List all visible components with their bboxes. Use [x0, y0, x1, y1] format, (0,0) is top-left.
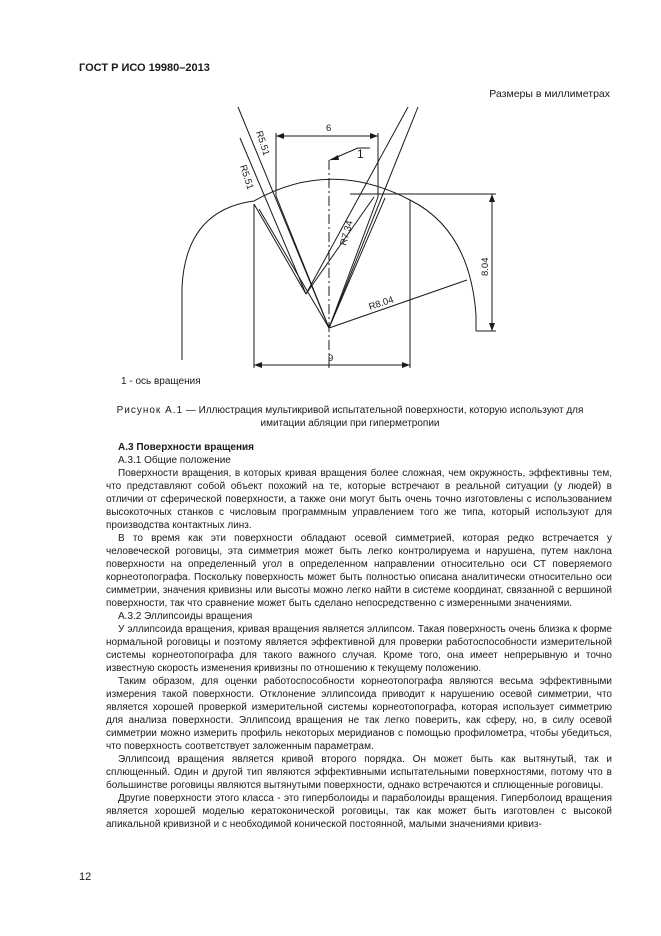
- label-dim6: 6: [326, 123, 332, 134]
- body-text: [106, 441, 612, 831]
- radius-line-10: [306, 107, 408, 294]
- radius-line-3: [276, 196, 329, 328]
- label-dim804: 8.04: [480, 257, 491, 276]
- radius-line-6: [329, 107, 418, 328]
- radius-line-r804: [329, 280, 467, 328]
- paragraph-6: Другие поверхности этого класса - это гиперболоиды и параболоиды вращения. Гиперболоид вращения является хорошей моделью кератоконической роговицы, так как может быть изготовлен с высокой апикальной кривизной и с необходимой конической постоянной, малыми значениями кривиз-: [106, 793, 612, 830]
- subsection-title-1: А.3.1 Общие положение: [118, 455, 231, 466]
- subsection-title-2: А.3.2 Эллипсоиды вращения: [118, 611, 253, 622]
- label-callout-1: 1: [357, 147, 364, 161]
- paragraph-2: В то время как эти поверхности обладают осевой симметрией, которая редко встречается у человеческой роговицы, эта симметрия может быть легко контролируема и нарушена, путем наклона поверхности на определенный угол в определенном направлении относительно оси СТ поверяемого корнеотопографа. Поскольку поверхность может быть полностью описана аналитически относительно оси симметрии, значения кривизны или высоты можно легко найти в системе координат, связанной с вершиной поверхности, так что сравнение может быть сделано непосредственно с измеренными значениями.: [106, 533, 612, 609]
- radius-line-7: [240, 138, 306, 294]
- dim6-arrow-right: [370, 133, 378, 139]
- standard-header: ГОСТ Р ИСО 19980–2013: [79, 62, 210, 74]
- callout-arrow: [330, 155, 339, 160]
- dim804-arrow-top: [489, 194, 495, 202]
- label-dim9: 9: [328, 353, 334, 364]
- label-r734: R7.34: [338, 219, 356, 247]
- figure-legend: 1 - ось вращения: [121, 376, 201, 387]
- dim9-arrow-left: [254, 362, 262, 368]
- label-r551-a: R5.51: [253, 129, 272, 158]
- units-note: Размеры в миллиметрах: [489, 88, 610, 100]
- dim804-arrow-bottom: [489, 323, 495, 331]
- dim9-arrow-right: [402, 362, 410, 368]
- caption-line-1: — Иллюстрация мультикривой испытательной поверхности, которую используют для: [183, 405, 584, 416]
- paragraph-1: Поверхности вращения, в которых кривая вращения более сложная, чем окружность, эффективны тем, что представляют собой объект похожий на те, которые встречают в реальной ситуации (у людей) в отличии от сферической поверхности, а также они могут быть очень точно изготовлены с использованием высокоточных станков с числовым программным управлением того же типа, который используют для производства контактных линз.: [106, 468, 612, 531]
- radius-line-8: [254, 204, 306, 294]
- caption-line-2: имитации абляции при гиперметропии: [260, 418, 440, 429]
- caption-lead: Рисунок А.1: [116, 405, 184, 416]
- radius-line-2: [259, 209, 329, 328]
- page-number: 12: [79, 871, 92, 883]
- paragraph-5: Эллипсоид вращения является кривой второго порядка. Он может быть как вытянутый, так и сплющенный. Один и другой тип являются эффективными испытательными поверхностями, потому что в большинстве роговицы являются вытянутыми поверхности, однако встречаются и сплющенные роговицы.: [106, 754, 612, 791]
- figure-caption: [90, 404, 610, 430]
- radius-line-9: [306, 197, 374, 294]
- section-title: А.3 Поверхности вращения: [118, 442, 254, 453]
- paragraph-4: Таким образом, для оценки работоспособности корнеотопографа являются весьма эффективными измерения такой поверхности. Отклонение эллипсоида приводит к нарушению осевой симметрии, что является хорошей проверкой измерительной системы корнеотопографа, которая использует симметрию для анализа поверхности. Эллипсоид вращения не так легко поверить, как сферу, но, в силу осевой симметрии можно измерить профиль некоторых меридианов с помощью профилометра, чтобы убедиться, что поверхность соответствует заложенным параметрам.: [106, 676, 612, 752]
- multicurve-surface-figure: [170, 100, 510, 370]
- label-r551-b: R5.51: [237, 163, 256, 192]
- dim6-arrow-left: [276, 133, 284, 139]
- label-r804: R8.04: [367, 294, 396, 313]
- paragraph-3: У эллипсоида вращения, кривая вращения является эллипсом. Такая поверхность очень близка к форме нормальной роговицы и поэтому является эффективной для проверки работоспособности измерительной системы корнеотопографа для такого важного случая. Кроме того, она имеет непрерывную и точно известную скорость изменения кривизны по отношению к текущему положению.: [106, 624, 612, 674]
